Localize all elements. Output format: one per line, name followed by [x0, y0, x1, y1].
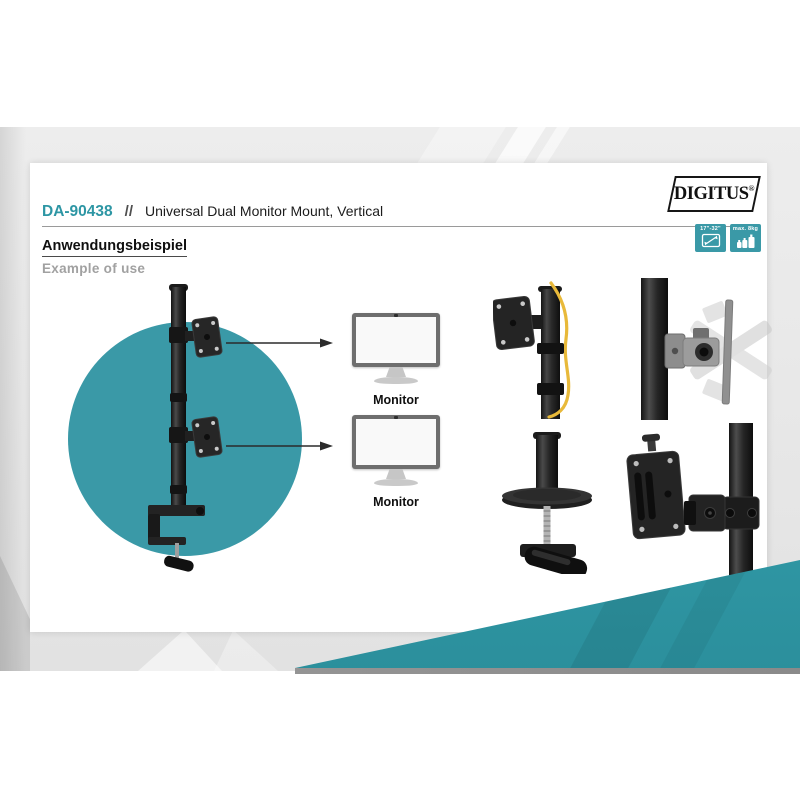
webcam-dot-icon [394, 314, 398, 317]
bottom-gray-strip [295, 668, 800, 674]
pointer-arrows [220, 333, 345, 455]
header-separator: // [124, 203, 133, 220]
monitor-frame [352, 415, 440, 469]
product-code: DA-90438 [42, 203, 113, 220]
monitor-screen [356, 317, 436, 363]
product-title: Universal Dual Monitor Mount, Vertical [145, 203, 384, 219]
weights-icon [735, 233, 756, 248]
spec-badges [695, 224, 761, 252]
vesa-plate [493, 296, 535, 350]
monitor-label: Monitor [373, 495, 419, 509]
header-rule [42, 226, 757, 227]
desk-clamp [148, 505, 205, 573]
cable-clip [537, 383, 564, 395]
cable-clip [170, 393, 187, 402]
digitus-logo-text [674, 184, 755, 205]
photo-vesa-quick-release [626, 423, 776, 581]
arrow-to-monitor-1 [226, 339, 333, 348]
screen-diagonal-icon [701, 233, 721, 248]
registered-trademark-symbol: ® [748, 183, 755, 193]
webcam-dot-icon [394, 416, 398, 419]
cable-clip [537, 343, 564, 354]
section-heading [42, 237, 187, 276]
monitor-stand-base [374, 377, 418, 384]
badge-screen-size-label: 17"-32" [700, 226, 721, 232]
badge-max-weight [730, 224, 761, 252]
photo-cable-management [493, 281, 628, 421]
monitor-stand-neck [386, 367, 406, 377]
detached-vesa-plate [626, 432, 686, 539]
section-heading-de: Anwendungsbeispiel [42, 238, 187, 257]
monitor-screen [356, 419, 436, 465]
product-header [42, 203, 383, 221]
cable-clip [170, 485, 187, 494]
photo-grommet-base [496, 430, 622, 574]
photo-tilt-adjustment [631, 278, 773, 420]
monitor-figure-1 [352, 313, 440, 407]
badge-max-weight-label: max. 8kg [732, 226, 759, 232]
monitor-stand-base [374, 479, 418, 486]
brand-name: DIGITUS [673, 183, 749, 204]
content-card [30, 163, 767, 632]
monitor-stand-neck [386, 469, 406, 479]
badge-screen-size [695, 224, 726, 252]
arrow-to-monitor-2 [226, 442, 333, 451]
section-heading-en: Example of use [42, 261, 146, 276]
monitor-frame [352, 313, 440, 367]
digitus-logo-frame [667, 176, 761, 212]
monitor-label: Monitor [373, 393, 419, 407]
digitus-logo [671, 176, 757, 212]
monitor-figure-2 [352, 415, 440, 509]
